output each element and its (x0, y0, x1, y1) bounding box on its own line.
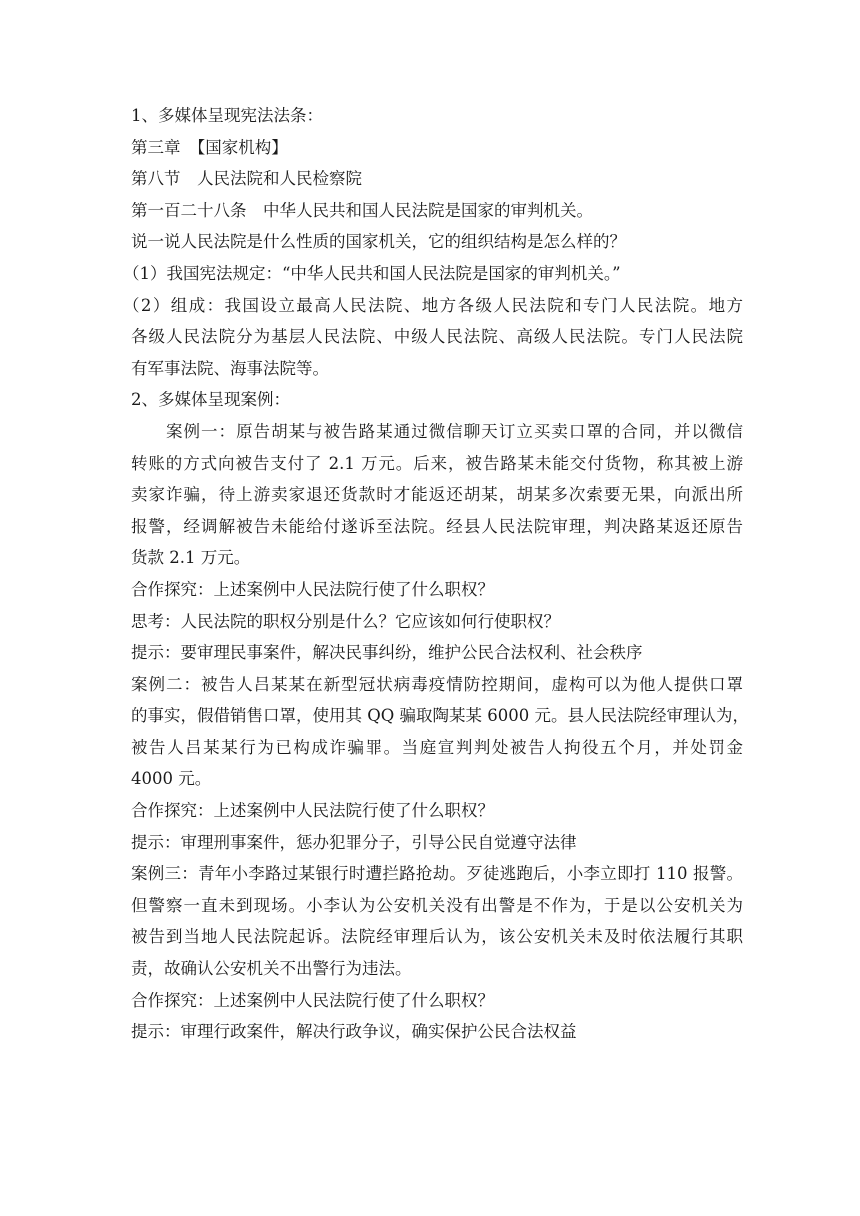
case-2-line-4: 4000 元。 (131, 769, 212, 789)
think-question: 思考：人民法院的职权分别是什么？它应该如何行使职权？ (131, 611, 560, 631)
answer-point-1: （1）我国宪法规定：“中华人民共和国人民法院是国家的审判机关。” (123, 263, 621, 283)
section-heading-constitution: 1、多媒体呈现宪法法条： (131, 106, 323, 125)
case-2-inquiry: 合作探究：上述案例中人民法院行使了什么职权？ (131, 801, 494, 821)
case-3-hint: 提示：审理行政案件，解决行政争议，确实保护公民合法权益 (131, 1022, 577, 1042)
case-3-line-3: 被告到当地人民法院起诉。法院经审理后认为，该公安机关未及时依法履行其职 (131, 927, 743, 947)
section-title: 第八节 人民法院和人民检察院 (131, 169, 362, 189)
case-3-inquiry: 合作探究：上述案例中人民法院行使了什么职权？ (131, 990, 494, 1010)
case-2-hint: 提示：审理刑事案件，惩办犯罪分子，引导公民自觉遵守法律 (131, 832, 577, 852)
case-3-line-4: 责，故确认公安机关不出警行为违法。 (131, 959, 412, 979)
answer-point-2-line-3: 有军事法院、海事法院等。 (131, 358, 329, 378)
case-2-line-3: 被告人吕某某行为已构成诈骗罪。当庭宣判判处被告人拘役五个月，并处罚金 (131, 737, 743, 757)
case-1-line-3: 卖家诈骗，待上游卖家退还货款时才能返还胡某，胡某多次索要无果，向派出所 (131, 485, 743, 505)
case-1-line-2: 转账的方式向被告支付了 2.1 万元。后来，被告路某未能交付货物，称其被上游 (131, 453, 743, 473)
case-1-line-5: 货款 2.1 万元。 (131, 548, 251, 568)
case-3-line-1: 案例三：青年小李路过某银行时遭拦路抢劫。歹徒逃跑后，小李立即打 110 报警。 (131, 864, 743, 884)
section-heading-cases: 2、多媒体呈现案例： (131, 390, 290, 410)
case-1-line-1: 案例一：原告胡某与被告路某通过微信聊天订立买卖口罩的合同，并以微信 (166, 421, 743, 441)
document-page (123, 100, 750, 1048)
answer-point-2-line-1: （2）组成：我国设立最高人民法院、地方各级人民法院和专门人民法院。地方 (123, 295, 743, 315)
case-2-line-1: 案例二：被告人吕某某在新型冠状病毒疫情防控期间，虚构可以为他人提供口罩 (131, 674, 743, 694)
article-text: 第一百二十八条 中华人民共和国人民法院是国家的审判机关。 (131, 200, 593, 220)
case-1-inquiry: 合作探究：上述案例中人民法院行使了什么职权？ (131, 579, 494, 599)
chapter-title: 第三章 【国家机构】 (131, 137, 288, 157)
case-1-line-4: 报警，经调解被告未能给付遂诉至法院。经县人民法院审理，判决路某返还原告 (131, 516, 743, 536)
case-3-line-2: 但警察一直未到现场。小李认为公安机关没有出警是不作为，于是以公安机关为 (131, 895, 743, 915)
answer-point-2-line-2: 各级人民法院分为基层人民法院、中级人民法院、高级人民法院。专门人民法院 (131, 327, 743, 347)
case-2-line-2: 的事实，假借销售口罩，使用其 QQ 骗取陶某某 6000 元。县人民法院经审理认为， (131, 706, 750, 726)
discussion-question: 说一说人民法院是什么性质的国家机关，它的组织结构是怎么样的？ (131, 232, 626, 252)
case-1-hint: 提示：要审理民事案件，解决民事纠纷，维护公民合法权利、社会秩序 (131, 643, 643, 663)
